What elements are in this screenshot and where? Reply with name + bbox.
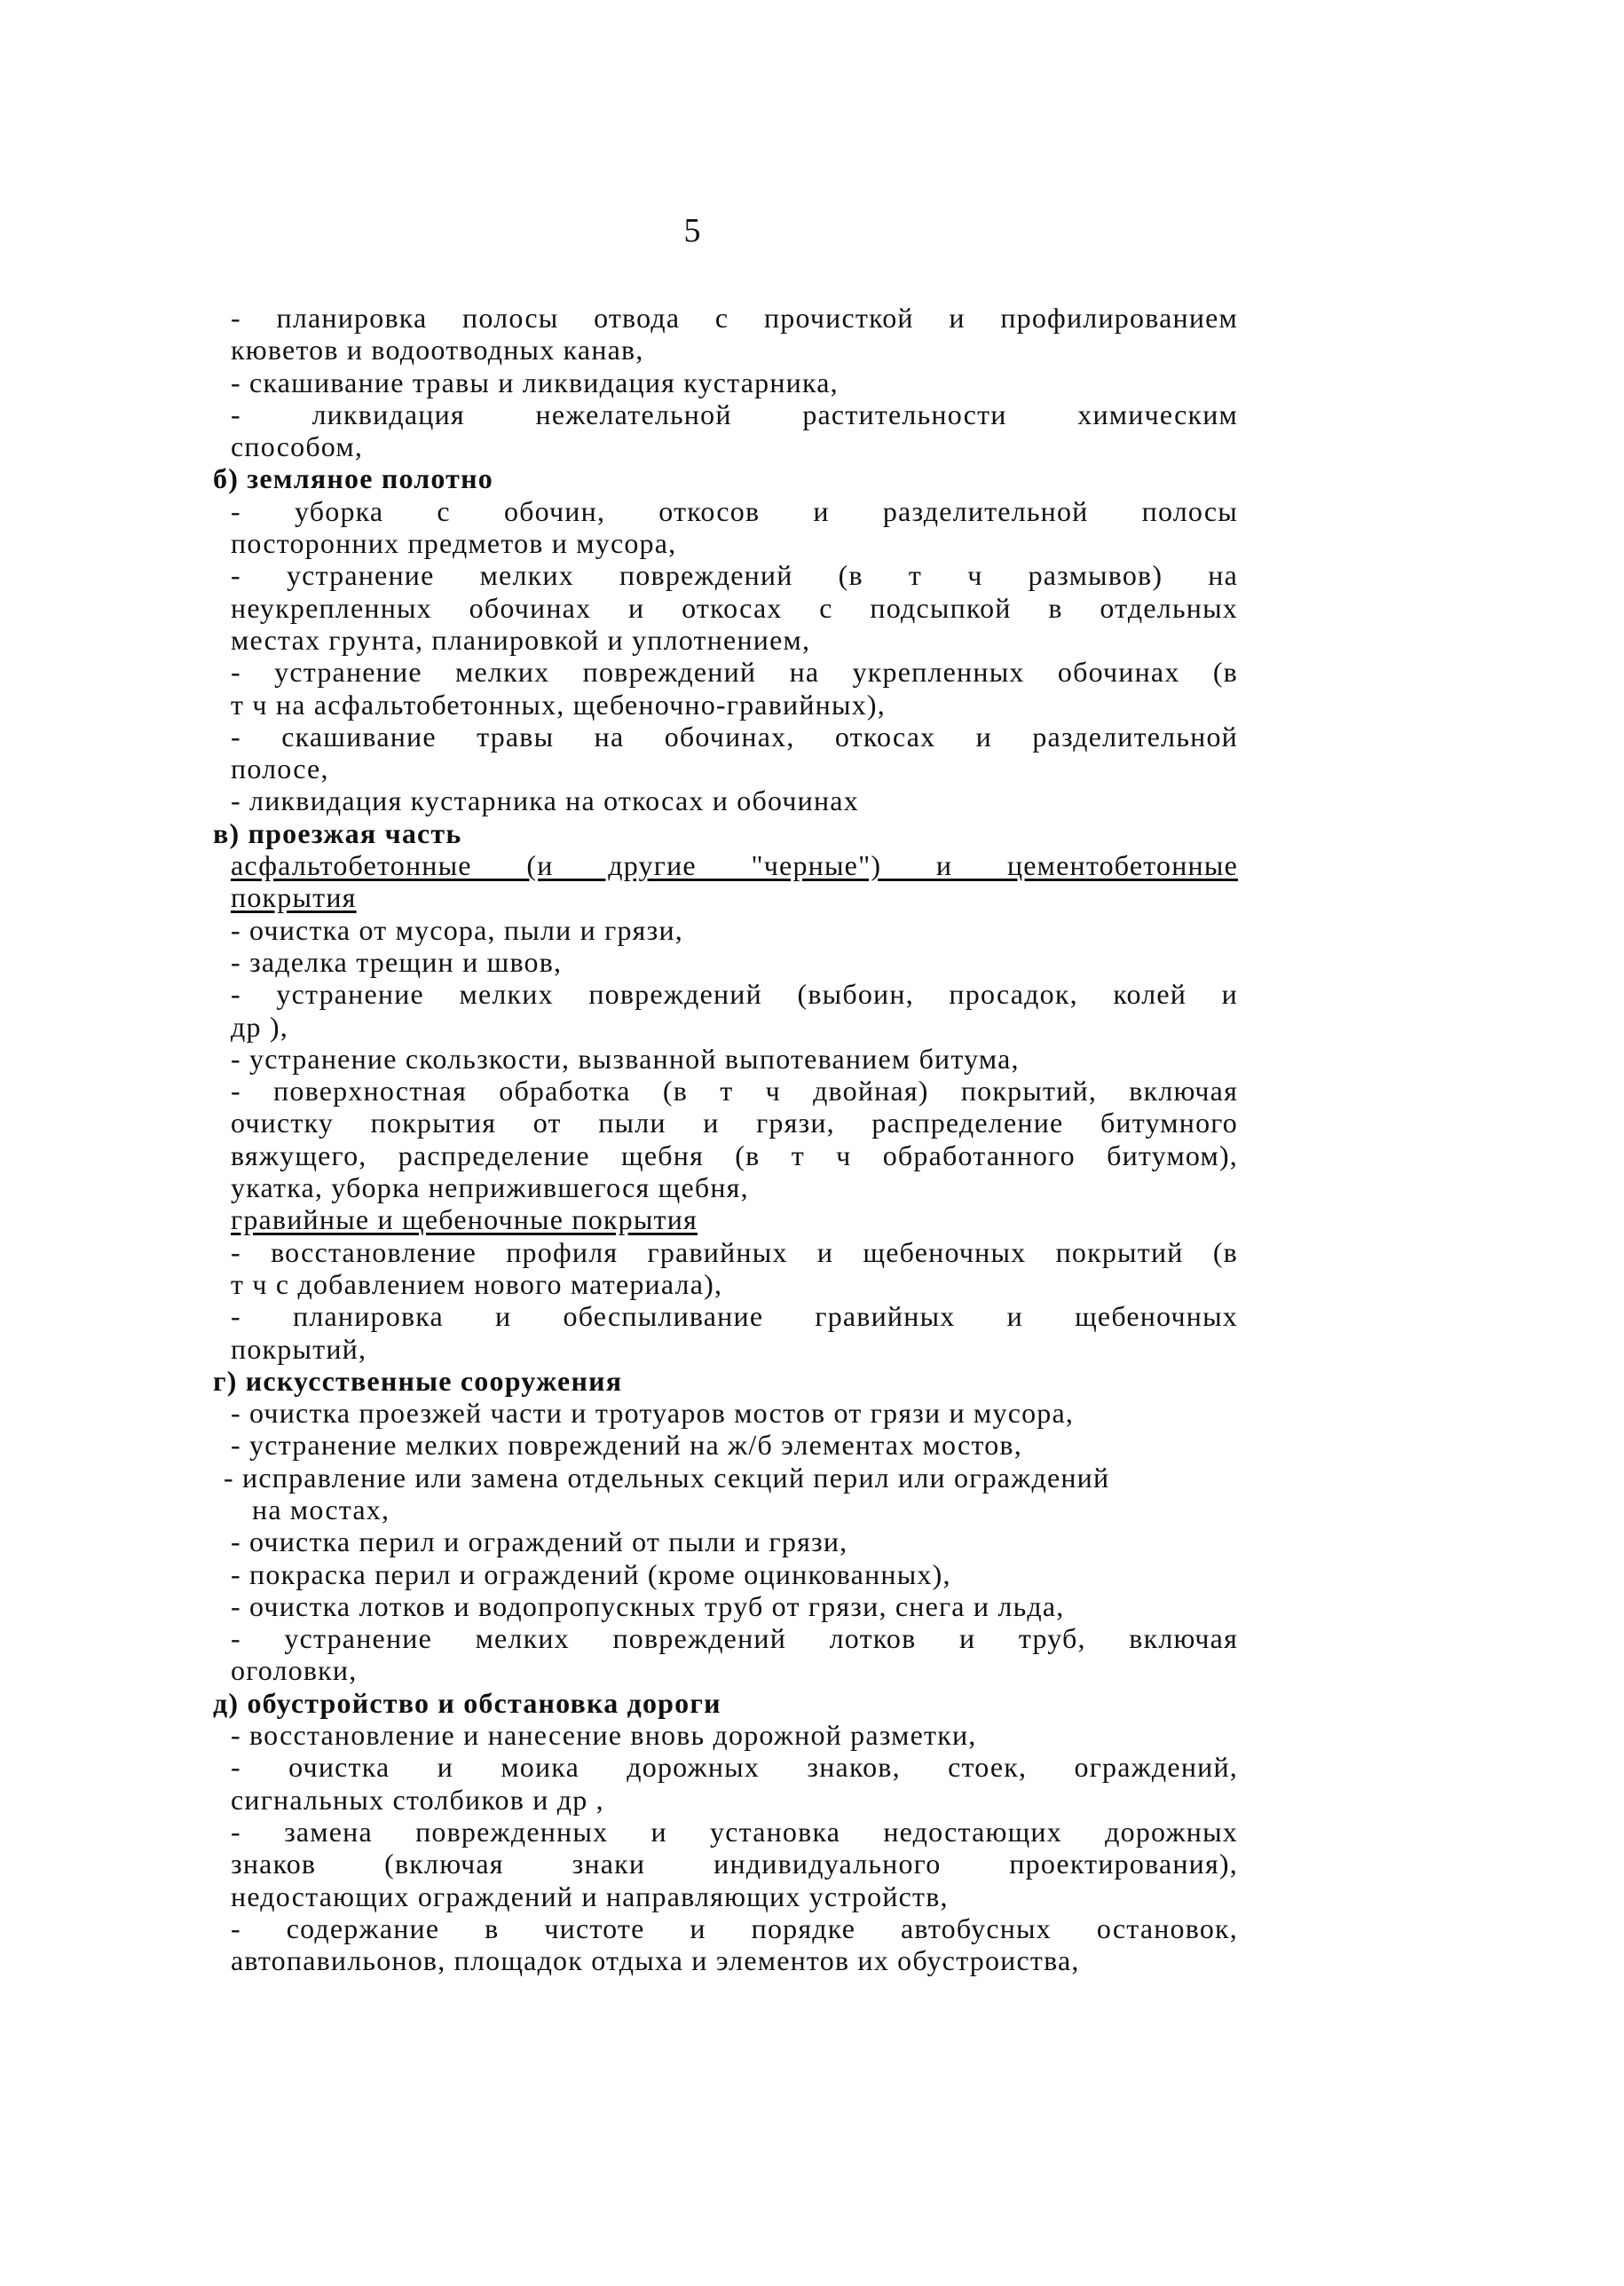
section-heading: в) проезжая часть: [213, 816, 462, 849]
section-heading: д) обустройство и обстановка дороги: [213, 1686, 721, 1719]
subsection-heading: гравийные и щебеночные покрытия: [231, 1203, 698, 1236]
text-line: автопавильонов, площадок отдыха и элементов их обустроиства,: [231, 1944, 1080, 1977]
text-line: - планировка полосы отвода с прочисткой и профилированием: [231, 302, 1238, 334]
text-line: - очистка лотков и водопропускных труб от грязи, снега и льда,: [231, 1589, 1065, 1622]
text-line: - замена поврежденных и установка недостающих дорожных: [231, 1815, 1238, 1848]
text-line: - устранение мелких повреждений (в т ч размывов) на: [231, 559, 1238, 592]
text-line: покрытий,: [231, 1332, 367, 1365]
text-line: способом,: [231, 430, 364, 463]
text-line: недостающих ограждений и направляющих устройств,: [231, 1880, 949, 1912]
text-line: - восстановление и нанесение вновь дорожной разметки,: [231, 1719, 977, 1752]
subsection-heading: асфальтобетонные (и другие "черные") и цементобетонные: [231, 849, 1238, 882]
text-line: - очистка и моика дорожных знаков, стоек, ограждений,: [231, 1751, 1238, 1784]
text-line: знаков (включая знаки индивидуального проектирования),: [231, 1848, 1238, 1880]
text-line: - ликвидация нежелательной растительности химическим: [231, 398, 1238, 430]
text-line: полосе,: [231, 753, 329, 785]
text-line: - заделка трещин и швов,: [231, 945, 563, 978]
text-line: - устранение скользкости, вызванной выпотеванием битума,: [231, 1042, 1020, 1075]
text-line: - поверхностная обработка (в т ч двойная) покрытий, включая: [231, 1075, 1238, 1108]
text-line: - очистка проезжей части и тротуаров мостов от грязи и мусора,: [231, 1397, 1075, 1430]
text-line: посторонних предметов и мусора,: [231, 527, 677, 560]
subsection-heading: покрытия: [231, 881, 357, 914]
section-heading: г) искусственные сооружения: [213, 1364, 623, 1397]
text-line: - очистка перил и ограждений от пыли и грязи,: [231, 1525, 848, 1558]
text-line: местах грунта, планировкой и уплотнением,: [231, 623, 811, 656]
text-line: др ),: [231, 1010, 288, 1043]
text-line: очистку покрытия от пыли и грязи, распределение битумного: [231, 1107, 1238, 1139]
text-line: - устранение мелких повреждений лотков и труб, включая: [231, 1622, 1238, 1655]
text-line: - очистка от мусора, пыли и грязи,: [231, 913, 683, 946]
text-line: - планировка и обеспыливание гравийных и щебеночных: [231, 1300, 1238, 1333]
text-line: на мостах,: [252, 1493, 390, 1525]
page-number: 5: [683, 212, 701, 249]
text-line: - ликвидация кустарника на откосах и обочинах: [231, 784, 859, 817]
document-body: [213, 302, 1238, 1977]
section-heading: б) земляное полотно: [213, 462, 493, 495]
text-line: - восстановление профиля гравийных и щебеночных покрытий (в: [231, 1235, 1238, 1268]
text-line: - покраска перил и ограждений (кроме оцинкованных),: [231, 1557, 951, 1590]
text-line: - устранение мелких повреждений на укрепленных обочинах (в: [231, 656, 1238, 689]
text-line: - устранение мелких повреждений (выбоин, просадок, колей и: [231, 978, 1238, 1011]
text-line: - уборка с обочин, откосов и разделительной полосы: [231, 494, 1238, 527]
text-line: оголовки,: [231, 1654, 358, 1687]
text-line: - устранение мелких повреждений на ж/б элементах мостов,: [231, 1429, 1022, 1462]
text-line: - исправление или замена отдельных секций перил или ограждений: [224, 1461, 1110, 1494]
text-line: сигнальных столбиков и др ,: [231, 1783, 604, 1816]
text-line: неукрепленных обочинах и откосах с подсыпкой в отдельных: [231, 591, 1238, 624]
text-line: укатка, уборка неприжившегося щебня,: [231, 1171, 749, 1204]
text-line: вяжущего, распределение щебня (в т ч обработанного битумом),: [231, 1139, 1238, 1171]
text-line: кюветов и водоотводных канав,: [231, 334, 644, 367]
text-line: т ч с добавлением нового материала),: [231, 1267, 723, 1300]
text-line: - скашивание травы на обочинах, откосах и разделительной: [231, 720, 1238, 753]
text-line: - скашивание травы и ликвидация кустарника,: [231, 366, 839, 398]
text-line: - содержание в чистоте и порядке автобусных остановок,: [231, 1912, 1238, 1944]
text-line: т ч на асфальтобетонных, щебеночно-гравийных),: [231, 688, 886, 721]
